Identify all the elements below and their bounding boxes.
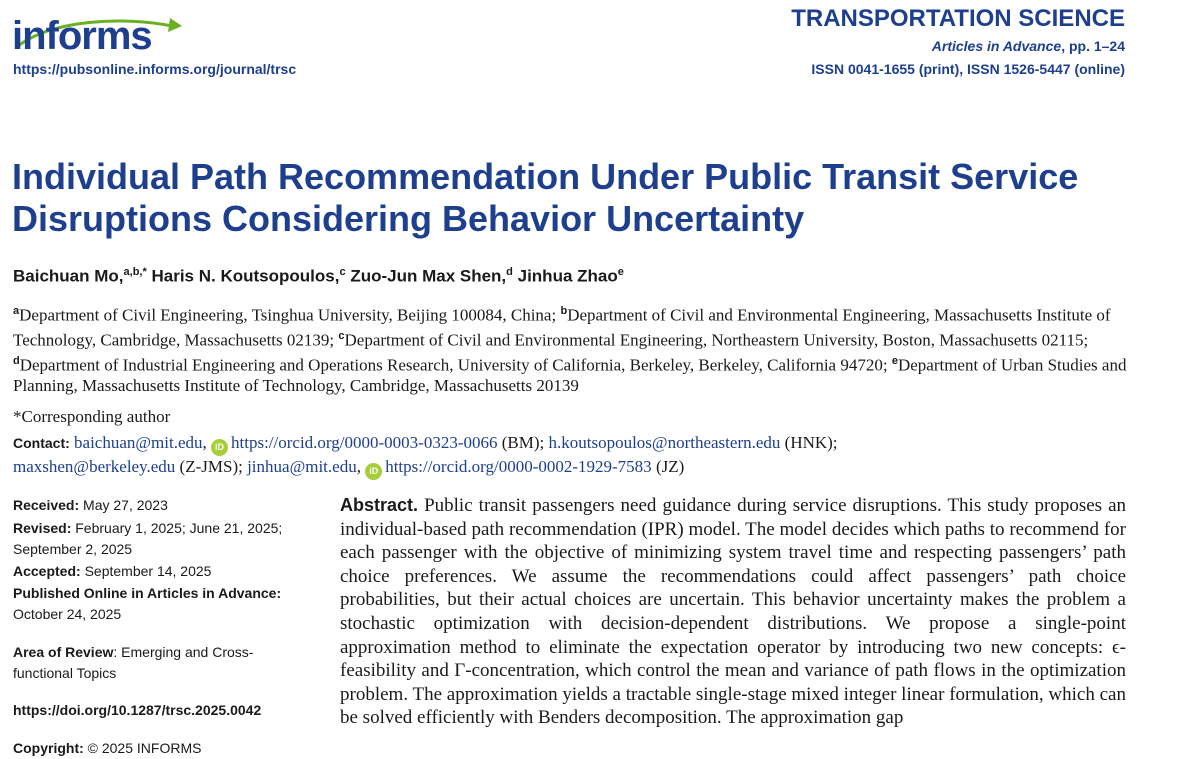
email-link-bm[interactable]: baichuan@mit.edu <box>74 433 203 452</box>
articles-in-advance-label: Articles in Advance <box>931 38 1062 54</box>
journal-url-link[interactable]: https://pubsonline.informs.org/journal/trsc <box>13 61 297 77</box>
accepted-value: September 14, 2025 <box>84 563 212 579</box>
contact-tag: (BM); <box>497 433 545 452</box>
author-name: Zuo-Jun Max Shen, <box>350 266 507 286</box>
affil-sup: c <box>338 330 345 343</box>
doi-link[interactable] <box>13 700 283 721</box>
contact-label: Contact: <box>13 435 70 451</box>
copyright-label: Copyright: <box>13 740 84 756</box>
journal-name: TRANSPORTATION SCIENCE <box>791 5 1125 32</box>
author-sup: c <box>339 266 346 278</box>
accepted-date <box>13 561 283 582</box>
accepted-label: Accepted: <box>13 563 81 579</box>
doi-text[interactable]: https://doi.org/10.1287/trsc.2025.0042 <box>13 702 262 718</box>
author-name: Haris N. Koutsopoulos, <box>151 266 340 286</box>
email-link-zjms[interactable]: maxshen@berkeley.edu <box>13 457 176 476</box>
email-link-hnk[interactable]: h.koutsopoulos@northeastern.edu <box>548 433 781 452</box>
abstract-label: Abstract. <box>340 495 419 515</box>
logo-text: informs <box>12 14 152 58</box>
author-name: Baichuan Mo, <box>13 266 124 286</box>
affil-sup: a <box>13 305 20 317</box>
revised-label: Revised: <box>13 520 72 536</box>
affil-sup: b <box>560 305 568 317</box>
contact-block: Contact: baichuan@mit.edu, iD https://orcid.org/0000-0003-0323-0066 (BM); h.koutsopoulos@northeastern.edu (HNK); maxshen@berkeley.edu (Z-JMS); jinhua@mit.edu, iD https://orcid.org/0000-0002-1929-7583 (JZ) <box>13 432 1133 480</box>
revised-dates <box>13 518 298 560</box>
received-date <box>13 495 283 516</box>
published-date <box>13 583 283 625</box>
affil-text: Department of Civil Engineering, Tsinghua University, Beijing 100084, China; <box>19 305 561 325</box>
author-sup: a,b,* <box>123 266 147 278</box>
affil-text: Department of Civil and Environmental Engineering, Massachusetts Institute of Technology, Cambridge, Massachusetts 02139; <box>13 305 1111 350</box>
articles-in-advance-line <box>932 38 1125 54</box>
published-label: Published Online in Articles in Advance: <box>13 585 282 601</box>
contact-tag: (HNK); <box>780 433 838 452</box>
author-list <box>13 266 624 287</box>
informs-logo[interactable] <box>12 12 187 56</box>
orcid-link-bm[interactable]: https://orcid.org/0000-0003-0323-0066 <box>231 433 498 452</box>
affil-sup: e <box>891 355 898 368</box>
copyright-line <box>13 738 283 759</box>
author-sup: d <box>506 266 513 278</box>
page-range: , pp. 1–24 <box>1061 38 1125 54</box>
received-value: May 27, 2023 <box>83 497 168 513</box>
author-name: Jinhua Zhao <box>517 266 618 286</box>
area-of-review <box>13 642 273 684</box>
author-sup: e <box>617 266 624 278</box>
received-label: Received: <box>13 497 80 513</box>
corresponding-author-note: *Corresponding author <box>13 407 171 426</box>
orcid-link-jz[interactable]: https://orcid.org/0000-0002-1929-7583 <box>385 457 652 476</box>
contact-tag: (Z-JMS); <box>175 457 243 476</box>
contact-tag: (JZ) <box>651 457 685 476</box>
affil-text: Department of Civil and Environmental Engineering, Northeastern University, Boston, Massachusetts 02115; <box>344 330 1089 350</box>
copyright-value: © 2025 INFORMS <box>87 740 202 756</box>
area-value: : Emerging and Cross-functional Topics <box>13 644 254 681</box>
affil-sup: d <box>13 355 20 368</box>
abstract <box>340 494 1126 730</box>
affiliations <box>13 301 1128 397</box>
affil-text: Department of Urban Studies and Planning, Massachusetts Institute of Technology, Cambridge, Massachusetts 20139 <box>13 355 1127 396</box>
area-label: Area of Review <box>13 644 114 660</box>
revised-value: February 1, 2025; June 21, 2025; September 2, 2025 <box>13 520 283 557</box>
abstract-text: Public transit passengers need guidance during service disruptions. This study proposes an individual-based path recommendation (IPR) model. The model decides which paths to recommend for each passenger with the objective of minimizing system travel time and respecting passengers’ path choice preferences. We assume the recommendations could affect passengers’ path choice probabilities, but their actual choices are uncertain. This behavior uncertainty makes the problem a stochastic optimization with decision-dependent distributions. We propose a single-point approximation method to eliminate the expectation operator by introducing two new concepts: ϵ-feasibility and Γ-concentration, which control the mean and variance of path flows in the optimization problem. The approximation yields a tractable single-stage mixed integer linear formulation, which can be solved efficiently with Benders decomposition. The approximation gap <box>340 495 1127 729</box>
article-title: Individual Path Recommendation Under Public Transit Service Disruptions Considering Behavior Uncertainty <box>12 156 1079 239</box>
published-value: October 24, 2025 <box>13 606 122 622</box>
issn-line: ISSN 0041-1655 (print), ISSN 1526-5447 (online) <box>811 61 1125 77</box>
orcid-icon: iD <box>365 463 382 480</box>
email-link-jz[interactable]: jinhua@mit.edu <box>247 457 357 476</box>
orcid-icon: iD <box>211 439 228 456</box>
affil-text: Department of Industrial Engineering and Operations Research, University of California, Berkeley, Berkeley, California 94720; <box>19 355 892 375</box>
